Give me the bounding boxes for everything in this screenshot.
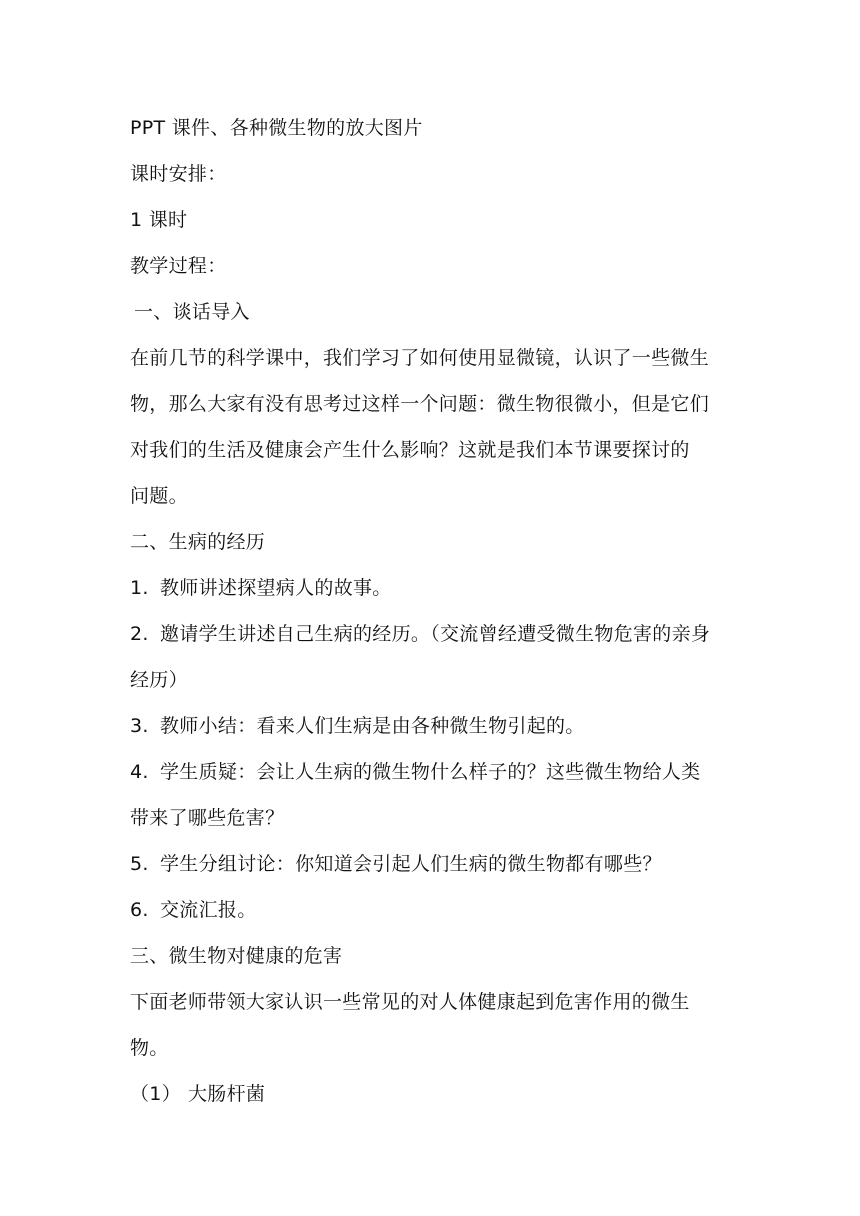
list-item-number: 2.	[130, 623, 149, 645]
list-item-text: 学生分组讨论：你知道会引起人们生病的微生物都有哪些？	[160, 853, 662, 875]
list-item	[130, 703, 735, 749]
list-item-text: 学生质疑：会让人生病的微生物什么样子的？这些微生物给人类	[160, 761, 701, 783]
list-item	[130, 565, 735, 611]
paragraph-line: 下面老师带领大家认识一些常见的对人体健康起到危害作用的微生	[130, 991, 690, 1013]
list-item	[130, 841, 735, 887]
paragraph-line: 对我们的生活及健康会产生什么影响？这就是我们本节课要探讨的	[130, 439, 690, 461]
paragraph-line: 问题。	[130, 485, 188, 507]
list-item-text: 带来了哪些危害？	[130, 807, 285, 829]
process-heading: 教学过程：	[130, 255, 227, 277]
list-item-text: 教师小结：看来人们生病是由各种微生物引起的。	[160, 715, 585, 737]
list-item-text: 教师讲述探望病人的故事。	[160, 577, 392, 599]
list-item-text: 邀请学生讲述自己生病的经历。（交流曾经遭受微生物危害的亲身	[160, 623, 711, 645]
sub-item-number: （1）	[130, 1083, 181, 1105]
list-item-continuation	[130, 795, 735, 841]
sub-item-text: 大肠杆菌	[188, 1083, 266, 1105]
section-1-title: 一、谈话导入	[134, 301, 250, 323]
section-3-title: 三、微生物对健康的危害	[130, 945, 343, 967]
list-item-number: 6.	[130, 899, 149, 921]
section-2-title: 二、生病的经历	[130, 531, 266, 553]
paragraph-line: 在前几节的科学课中，我们学习了如何使用显微镜，认识了一些微生	[130, 347, 710, 369]
list-item	[130, 749, 735, 795]
schedule-value: 1 课时	[130, 209, 188, 231]
list-item-number: 5.	[130, 853, 149, 875]
list-item-number: 3.	[130, 715, 149, 737]
list-item-text: 经历）	[130, 669, 188, 691]
sub-item	[130, 1071, 735, 1117]
paragraph-line: 物。	[130, 1037, 169, 1059]
materials-line: PPT 课件、各种微生物的放大图片	[130, 117, 423, 139]
list-item	[130, 887, 735, 933]
schedule-heading: 课时安排：	[130, 163, 227, 185]
document-body	[130, 105, 735, 1117]
list-item-text: 交流汇报。	[160, 899, 257, 921]
paragraph-line: 物，那么大家有没有思考过这样一个问题：微生物很微小，但是它们	[130, 393, 710, 415]
list-item-number: 1.	[130, 577, 149, 599]
list-item-continuation	[130, 657, 735, 703]
list-item	[130, 611, 735, 657]
list-item-number: 4.	[130, 761, 149, 783]
